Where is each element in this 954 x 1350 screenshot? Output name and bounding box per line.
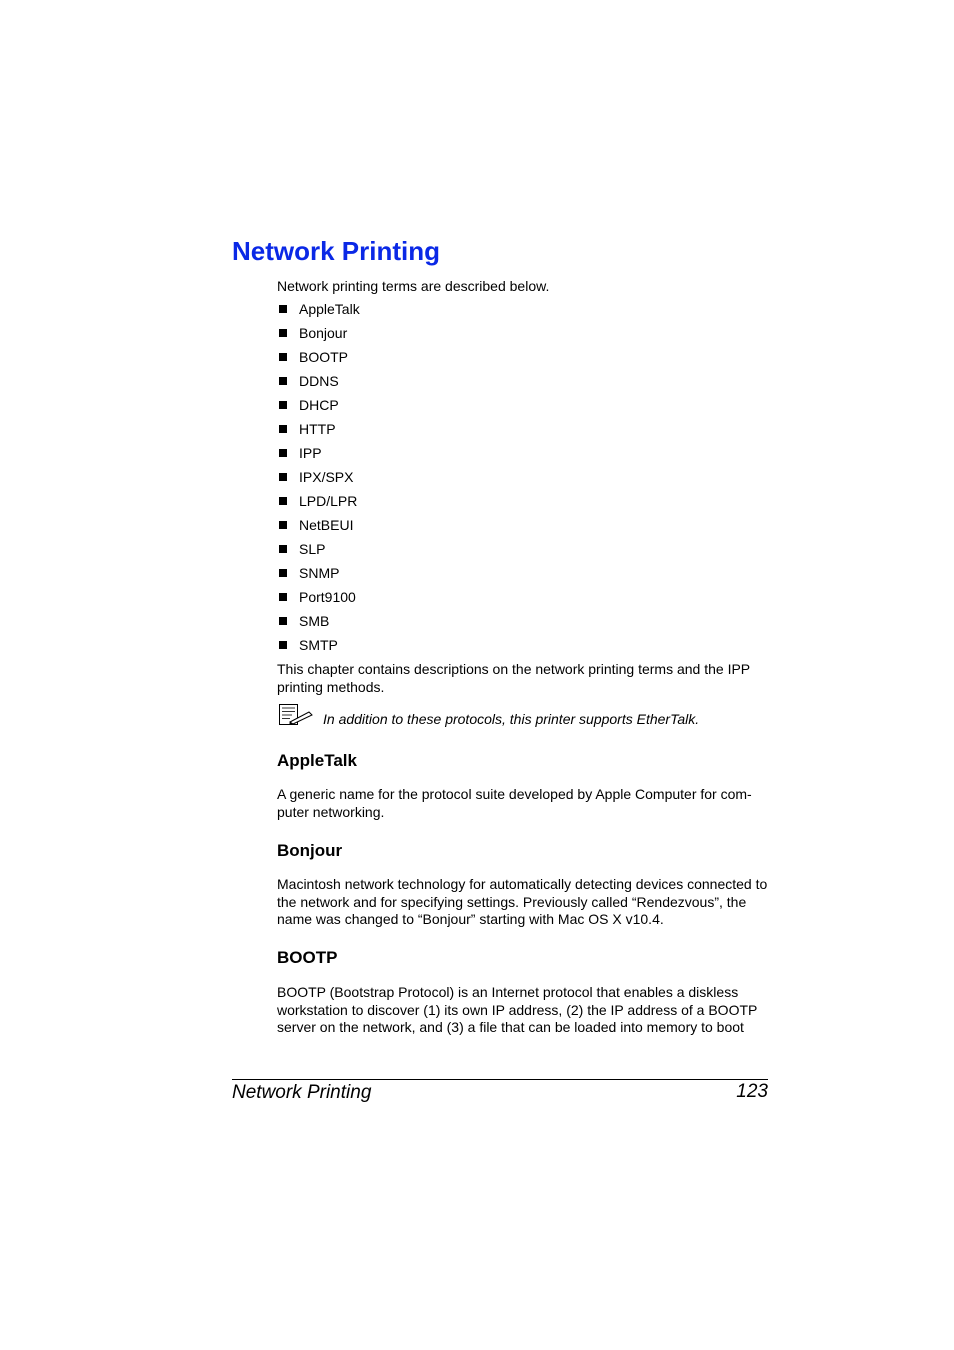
square-bullet-icon	[279, 497, 287, 505]
section-body-appletalk: A generic name for the protocol suite developed by Apple Computer for com-puter networking.	[277, 786, 752, 820]
list-item	[277, 349, 360, 373]
list-item	[277, 493, 360, 517]
term-label: SNMP	[299, 565, 340, 581]
list-item	[277, 565, 360, 589]
page-number: 123	[736, 1081, 768, 1102]
term-label: Bonjour	[299, 325, 348, 341]
list-item	[277, 469, 360, 493]
term-label: BOOTP	[299, 349, 349, 365]
section-heading-bootp: BOOTP	[277, 948, 338, 967]
page-title: Network Printing	[232, 236, 441, 266]
square-bullet-icon	[279, 449, 287, 457]
term-label: AppleTalk	[299, 301, 360, 317]
list-item	[277, 541, 360, 565]
square-bullet-icon	[279, 521, 287, 529]
square-bullet-icon	[279, 569, 287, 577]
list-item	[277, 589, 360, 613]
list-item	[277, 517, 360, 541]
square-bullet-icon	[279, 473, 287, 481]
section-body-bootp: BOOTP (Bootstrap Protocol) is an Internet protocol that enables a diskless workstation to discover (1) its own IP address, (2) the IP address of a BOOTP server on the network, and (3) a file that can be loaded into memory to boot	[277, 984, 758, 1036]
term-label: DHCP	[299, 397, 339, 413]
square-bullet-icon	[279, 401, 287, 409]
intro-text: Network printing terms are described below.	[277, 278, 550, 294]
square-bullet-icon	[279, 305, 287, 313]
square-bullet-icon	[279, 377, 287, 385]
term-label: NetBEUI	[299, 517, 354, 533]
list-item	[277, 373, 360, 397]
section-body-bonjour: Macintosh network technology for automatically detecting devices connected to the network and for specifying settings. Previously called “Rendezvous”, the name was changed to “Bonjour” starting with Mac OS X v10.4.	[277, 876, 768, 928]
list-item	[277, 637, 360, 661]
term-label: SMB	[299, 613, 330, 629]
term-label: DDNS	[299, 373, 339, 389]
chapter-description: This chapter contains descriptions on the network printing terms and the IPP printing methods.	[277, 661, 750, 695]
term-label: SLP	[299, 541, 326, 557]
square-bullet-icon	[279, 425, 287, 433]
term-label: IPP	[299, 445, 322, 461]
list-item	[277, 325, 360, 349]
list-item	[277, 445, 360, 469]
note-pad-icon	[278, 703, 314, 727]
list-item	[277, 421, 360, 445]
square-bullet-icon	[279, 641, 287, 649]
term-label: IPX/SPX	[299, 469, 354, 485]
square-bullet-icon	[279, 593, 287, 601]
term-list	[277, 301, 360, 661]
term-label: HTTP	[299, 421, 336, 437]
square-bullet-icon	[279, 545, 287, 553]
note-text: In addition to these protocols, this printer supports EtherTalk.	[323, 711, 700, 727]
term-label: Port9100	[299, 589, 356, 605]
square-bullet-icon	[279, 329, 287, 337]
footer-title: Network Printing	[232, 1082, 372, 1103]
square-bullet-icon	[279, 353, 287, 361]
list-item	[277, 613, 360, 637]
section-heading-bonjour: Bonjour	[277, 841, 343, 860]
footer-divider	[232, 1079, 768, 1080]
square-bullet-icon	[279, 617, 287, 625]
section-heading-appletalk: AppleTalk	[277, 751, 357, 770]
term-label: SMTP	[299, 637, 338, 653]
list-item	[277, 397, 360, 421]
term-label: LPD/LPR	[299, 493, 358, 509]
list-item	[277, 301, 360, 325]
